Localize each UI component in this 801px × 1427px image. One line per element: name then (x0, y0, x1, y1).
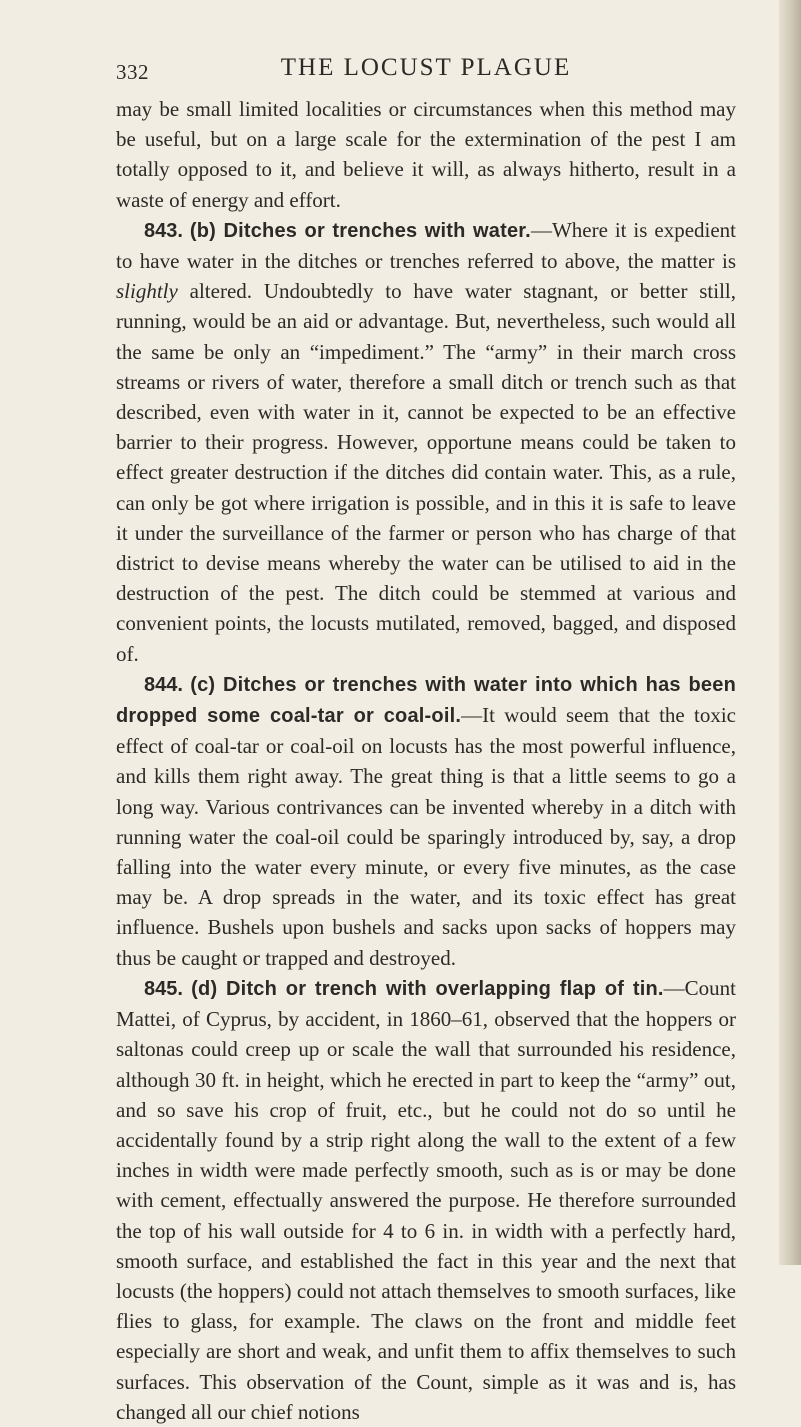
page-edge-shadow (779, 0, 801, 1265)
section-text: —Count Mattei, of Cyprus, by accident, in 1860–61, observed that the hoppers or saltonas could creep up or scale the wall that surrounded his residence, although 30 ft. in height, which he erected in part to keep the “army” out, and so save his crop of fruit, etc., but he could not do so until he accidentally found by a strip right along the wall to the extent of a few inches in width were made perfectly smooth, such as is or may be done with cement, effectually answered the purpose. He therefore surrounded the top of his wall outside for 4 to 6 in. in width with a perfectly hard, smooth surface, and established the fact in this year and the next that locusts (the hoppers) could not attach themselves to smooth surfaces, like flies to glass, for example. The claws on the front and middle feet especially are short and weak, and unfit them to affix themselves to such surfaces. This observation of the Count, simple as it was and is, has changed all our chief notions (116, 975, 736, 1424)
section-number: 843. (144, 219, 183, 242)
continued-paragraph: may be small limited localities or circumstances when this method may be useful, but on a large scale for the extermination of the pest I am totally opposed to it, and believe it will, as always hitherto, result in a waste of energy and effort. (116, 97, 736, 212)
section-heading: (b) Ditches or trenches with water. (189, 219, 531, 242)
section-843 (116, 215, 736, 669)
section-text-start: —Where it is expedient to have water in the ditches or trenches referred to above, the matter is (116, 217, 737, 274)
section-844 (116, 669, 736, 973)
section-text-rest: altered. Undoubtedly to have water stagnant, or better still, running, would be an aid or advantage. But, nevertheless, such would all the same be only an “impediment.” The “army” in their march cross streams or rivers of water, therefore a small ditch or trench such as that described, even with water in it, cannot be expected to be an effective barrier to their progress. However, opportune means could be taken to effect greater destruction if the ditches did contain water. This, as a rule, can only be got where irrigation is possible, and in this it is safe to leave it under the surveillance of the farmer or person who has charge of that district to devise means whereby the water can be utilised to aid in the destruction of the pest. The ditch could be stemmed at various and convenient points, the locusts mutilated, removed, bagged, and disposed of. (116, 279, 736, 666)
section-text: —It would seem that the toxic effect of coal-tar or coal-oil on locusts has the most powerful influence, and kills them right away. The great thing is that a little seems to go a long way. Various contrivances can be invented whereby in a ditch with running water the coal-oil could be sparingly introduced by, say, a drop falling into the water every minute, or every five minutes, as the case may be. A drop spreads in the water, and its toxic effect has great influence. Bushels upon bushels and sacks upon sacks of hoppers may thus be caught or trapped and destroyed. (116, 703, 736, 970)
page-header (116, 46, 736, 86)
italic-word: slightly (116, 279, 178, 304)
section-heading: (d) Ditch or trench with overlapping flap of tin. (191, 977, 664, 1000)
body-text (116, 94, 736, 1427)
page-number: 332 (116, 60, 149, 84)
section-number: 844. (144, 673, 183, 696)
running-title: THE LOCUST PLAGUE (280, 54, 572, 81)
section-heading: (c) Ditches or trenches with water into which has been dropped some coal-tar or coal-oil. (116, 673, 736, 728)
section-number: 845. (144, 977, 183, 1000)
section-845 (116, 973, 736, 1427)
